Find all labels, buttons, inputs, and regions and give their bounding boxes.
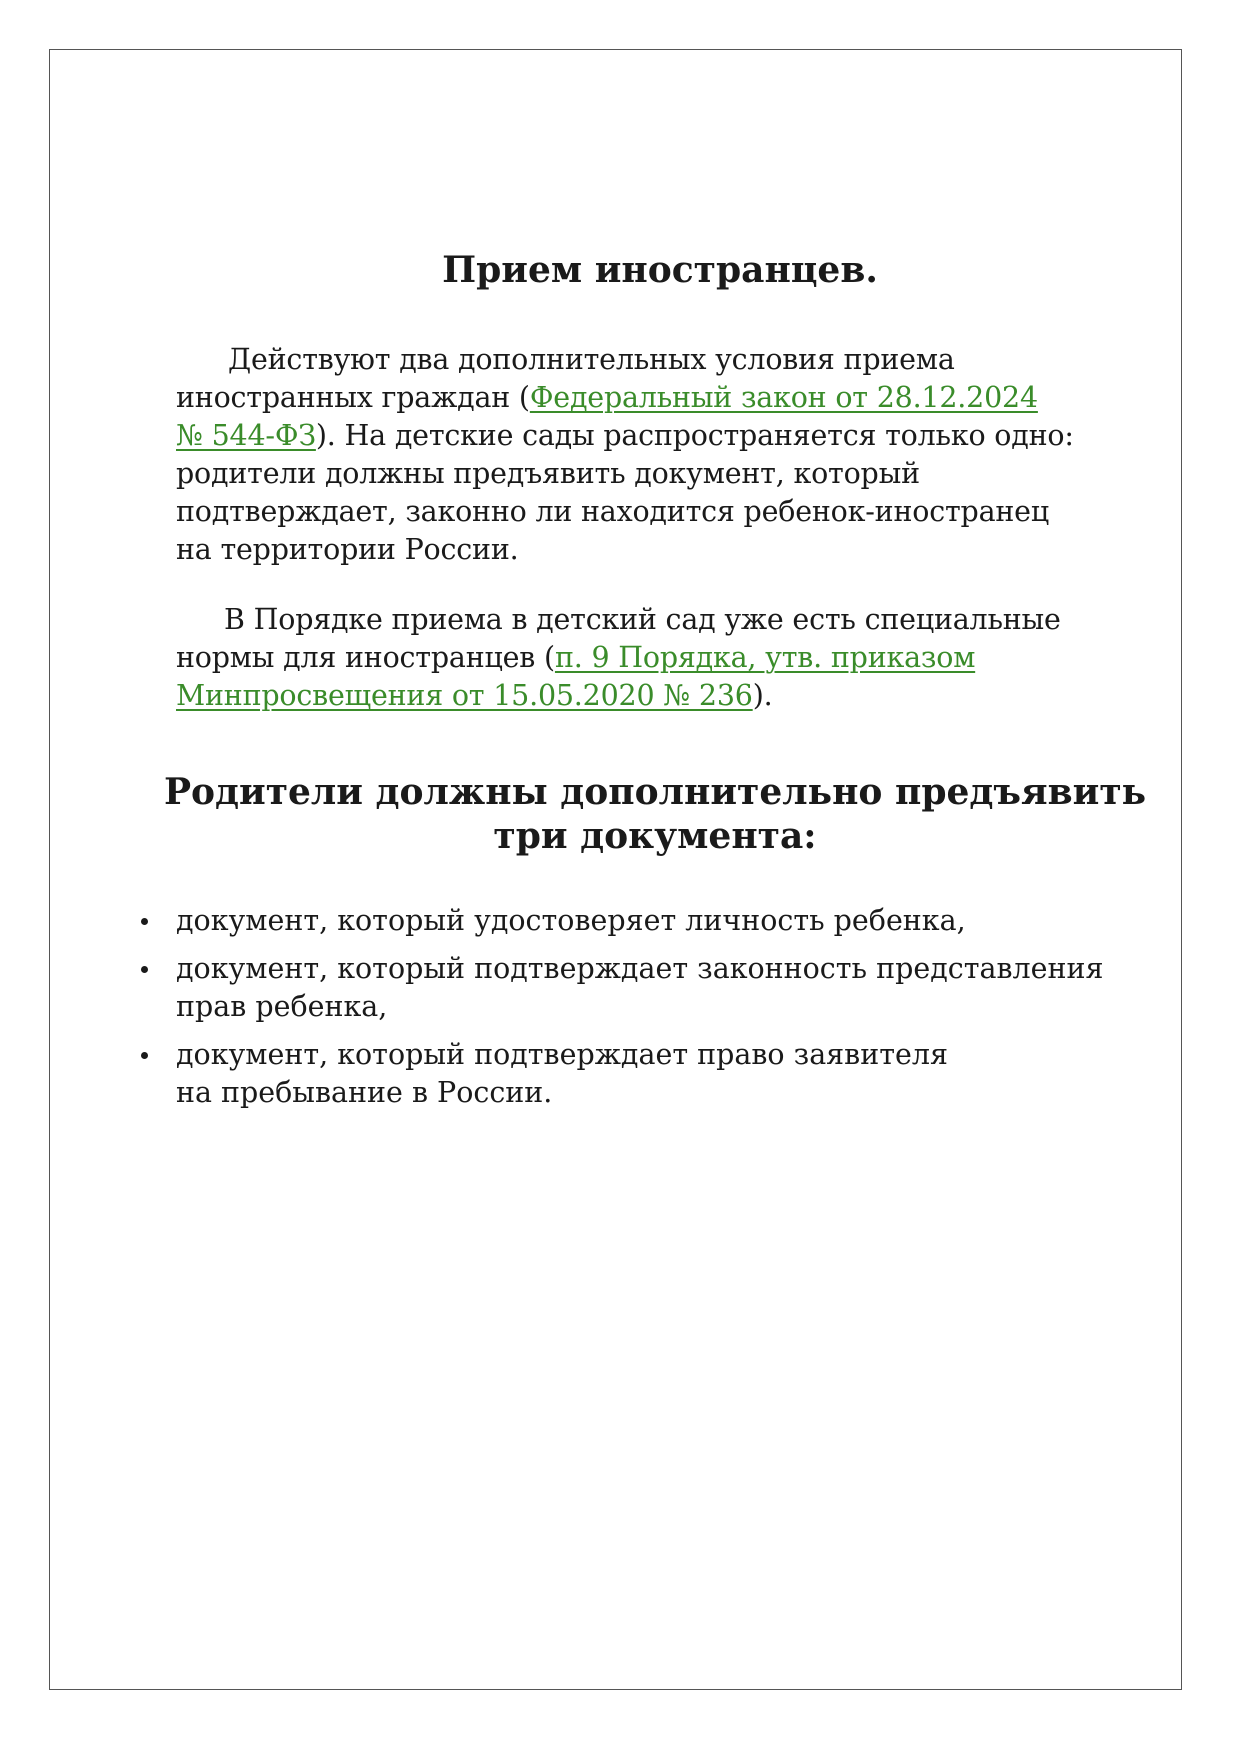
- section-heading-line: Родители должны дополнительно предъявить: [163, 771, 1147, 813]
- list-item: [176, 1036, 1156, 1112]
- list-item: [176, 902, 1156, 940]
- paragraph-line: родители должны предъявить документ, который: [176, 457, 920, 490]
- list-item-text: документ, который подтверждает законность представления: [176, 952, 1104, 985]
- section-heading-line: три документа:: [493, 815, 817, 857]
- paragraph-line: В Порядке приема в детский сад уже есть специальные: [224, 603, 1061, 636]
- paragraph-line: Действуют два дополнительных условия приема: [228, 343, 955, 376]
- federal-law-link[interactable]: Федеральный закон от 28.12.2024: [529, 381, 1038, 414]
- paragraph-line: № 544-ФЗ). На детские сады распространяется только одно:: [176, 419, 1074, 452]
- page-border: [49, 49, 1182, 1690]
- paragraph-procedure: [176, 601, 1061, 715]
- paragraph-line: Минпросвещения от 15.05.2020 № 236).: [176, 679, 773, 712]
- documents-list: [176, 902, 1156, 1122]
- list-item-text: документ, который удостоверяет личность ребенка,: [176, 904, 966, 937]
- paragraph-conditions: [176, 341, 1074, 569]
- page-title: Прием иностранцев.: [442, 249, 878, 291]
- paragraph-line: подтверждает, законно ли находится ребенок-иностранец: [176, 495, 1049, 528]
- bullet-icon: [141, 918, 148, 925]
- federal-law-link-continuation[interactable]: № 544-ФЗ: [176, 419, 316, 452]
- paragraph-line: на территории России.: [176, 533, 519, 566]
- section-heading: [150, 770, 1160, 858]
- list-item-text: прав ребенка,: [176, 990, 388, 1023]
- procedure-order-link-continuation[interactable]: Минпросвещения от 15.05.2020 № 236: [176, 679, 753, 712]
- list-item-text: на пребывание в России.: [176, 1076, 553, 1109]
- procedure-order-link[interactable]: п. 9 Порядка, утв. приказом: [554, 641, 976, 674]
- bullet-icon: [141, 966, 148, 973]
- list-item-text: документ, который подтверждает право заявителя: [176, 1038, 948, 1071]
- paragraph-line: иностранных граждан (Федеральный закон от 28.12.2024: [176, 381, 1038, 414]
- paragraph-line: нормы для иностранцев (п. 9 Порядка, утв. приказом: [176, 641, 976, 674]
- list-item: [176, 950, 1156, 1026]
- bullet-icon: [141, 1052, 148, 1059]
